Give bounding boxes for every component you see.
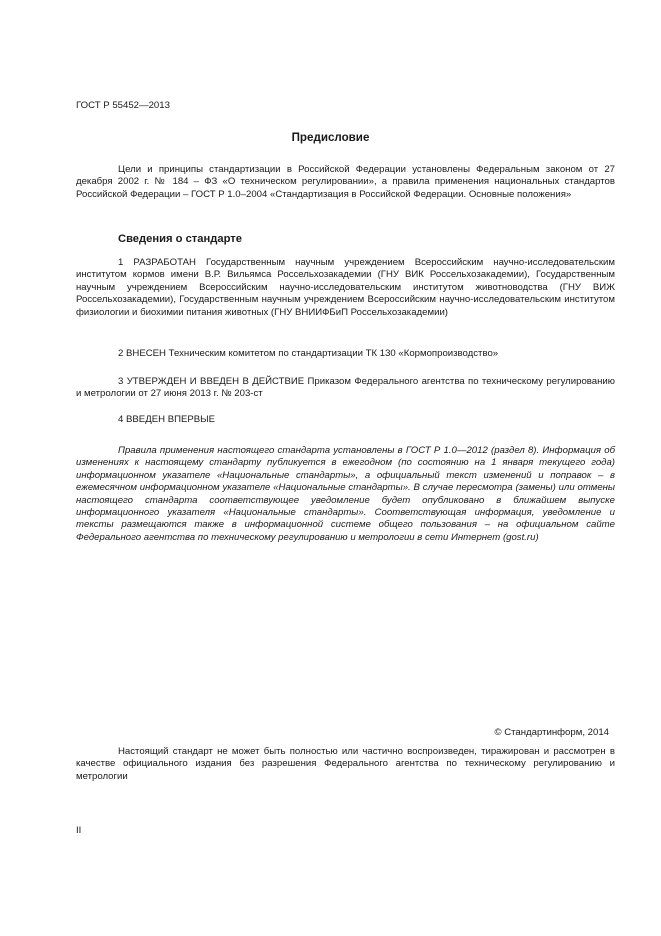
info-item-developed: 1 РАЗРАБОТАН Государственным научным учреждением Всероссийским научно-исследовательским институтом кормов имени В.Р. Вильямса Россельхозакадемии (ГНУ ВИК Россельхозакадемии), Государственным научным учреждением Всероссийским научно-исследовательским институтом животноводства (ГНУ ВИЖ Россельхозакадемии), Государственным научным учреждением Всероссийским научно-исследовательским институтом физиологии и биохимии питания животных (ГНУ ВНИИФБиП Россельхозакадемии) <box>76 257 615 318</box>
copyright-line: © Стандартинформ, 2014 <box>494 727 609 738</box>
page-number: II <box>76 825 82 836</box>
document-header: ГОСТ Р 55452—2013 <box>76 100 170 111</box>
reproduction-notice: Настоящий стандарт не может быть полностью или частично воспроизведен, тиражирован и рассмотрен в качестве официального издания без разрешения Федерального агентства по техническому регулированию и метрологии <box>76 746 615 782</box>
info-item-approved: 3 УТВЕРЖДЕН И ВВЕДЕН В ДЕЙСТВИЕ Приказом Федерального агентства по техническому регулированию и метрологии от 27 июня 2013 г. № 203-ст <box>76 376 615 400</box>
foreword-paragraph: Цели и принципы стандартизации в Российской Федерации установлены Федеральным законом от 27 декабря 2002 г. № 184 – ФЗ «О техническом регулировании», а правила применения национальных стандартов Российской Федерации – ГОСТ Р 1.0–2004 «Стандартизация в Российской Федерации. Основные положения» <box>76 164 615 200</box>
info-item-introduced: 2 ВНЕСЕН Техническим комитетом по стандартизации ТК 130 «Кормопроизводство» <box>118 348 499 359</box>
application-rules-note: Правила применения настоящего стандарта установлены в ГОСТ Р 1.0—2012 (раздел 8). Информация об изменениях к настоящему стандарту публикуется в ежегодном (по состоянию на 1 января текущего года) информационном указателе «Национальные стандарты», а официальный текст изменений и поправок – в ежемесячном информационном указателе «Национальные стандарты». В случае пересмотра (замены) или отмены настоящего стандарта соответствующее уведомление будет опубликовано в ближайшем выпуске информационного указателя «Национальные стандарты». Соответствующая информация, уведомление и тексты размещаются также в информационной системе общего пользования – на официальном сайте Федерального агентства по техническому регулированию и метрологии в сети Интернет (gost.ru) <box>76 445 615 543</box>
info-heading: Сведения о стандарте <box>118 233 242 245</box>
info-item-first: 4 ВВЕДЕН ВПЕРВЫЕ <box>118 414 216 425</box>
page-title: Предисловие <box>291 131 370 144</box>
